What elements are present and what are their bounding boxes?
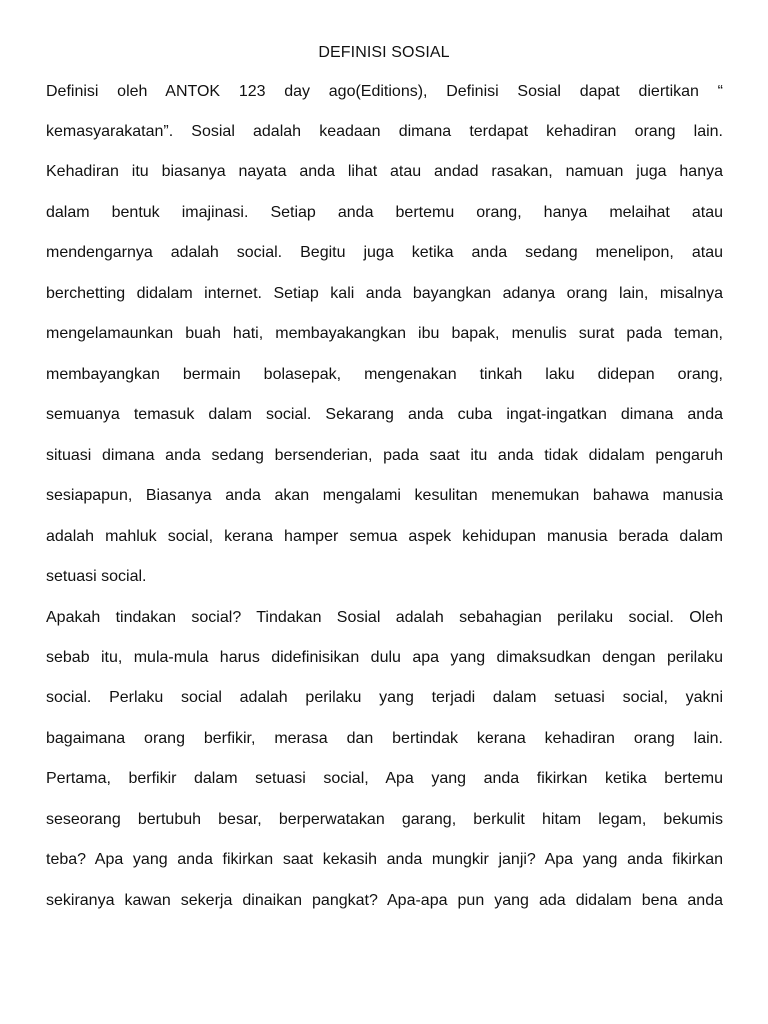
- paragraph-1-line: mendengarnya adalah social. Begitu juga ketika anda sedang menelipon, atau: [46, 244, 723, 261]
- paragraph-1-line: Definisi oleh ANTOK 123 day ago(Editions), Definisi Sosial dapat diertikan “: [46, 83, 723, 100]
- paragraph-1-line: dalam bentuk imajinasi. Setiap anda bertemu orang, hanya melaihat atau: [46, 204, 723, 221]
- paragraph-1-line: sesiapapun, Biasanya anda akan mengalami kesulitan menemukan bahawa manusia: [46, 487, 723, 504]
- paragraph-2-line: bagaimana orang berfikir, merasa dan bertindak kerana kehadiran orang lain.: [46, 730, 723, 747]
- paragraph-1-line: mengelamaunkan buah hati, membayakangkan ibu bapak, menulis surat pada teman,: [46, 325, 723, 342]
- paragraph-1-line: Kehadiran itu biasanya nayata anda lihat atau andad rasakan, namuan juga hanya: [46, 163, 723, 180]
- paragraph-1-line: berchetting didalam internet. Setiap kali anda bayangkan adanya orang lain, misalnya: [46, 285, 723, 302]
- paragraph-1-line: adalah mahluk social, kerana hamper semua aspek kehidupan manusia berada dalam: [46, 528, 723, 545]
- paragraph-2-line: seseorang bertubuh besar, berperwatakan garang, berkulit hitam legam, bekumis: [46, 811, 723, 828]
- paragraph-2-line: Apakah tindakan social? Tindakan Sosial adalah sebahagian perilaku social. Oleh: [46, 609, 723, 626]
- paragraph-2-line: Pertama, berfikir dalam setuasi social, Apa yang anda fikirkan ketika bertemu: [46, 770, 723, 787]
- paragraph-1-line: situasi dimana anda sedang bersenderian, pada saat itu anda tidak didalam pengaruh: [46, 447, 723, 464]
- paragraph-1-line: kemasyarakatan”. Sosial adalah keadaan dimana terdapat kehadiran orang lain.: [46, 123, 723, 140]
- paragraph-2-line: social. Perlaku social adalah perilaku yang terjadi dalam setuasi social, yakni: [46, 689, 723, 706]
- paragraph-2-line: sekiranya kawan sekerja dinaikan pangkat? Apa-apa pun yang ada didalam bena anda: [46, 892, 723, 909]
- paragraph-2-line: teba? Apa yang anda fikirkan saat kekasih anda mungkir janji? Apa yang anda fikirkan: [46, 851, 723, 868]
- paragraph-1-line: setuasi social.: [46, 568, 147, 585]
- paragraph-1-line: membayangkan bermain bolasepak, mengenakan tinkah laku didepan orang,: [46, 366, 723, 383]
- paragraph-1-line: semuanya temasuk dalam social. Sekarang anda cuba ingat-ingatkan dimana anda: [46, 406, 723, 423]
- paragraph-2-line: sebab itu, mula-mula harus didefinisikan dulu apa yang dimaksudkan dengan perilaku: [46, 649, 723, 666]
- document-title: DEFINISI SOSIAL: [318, 44, 450, 61]
